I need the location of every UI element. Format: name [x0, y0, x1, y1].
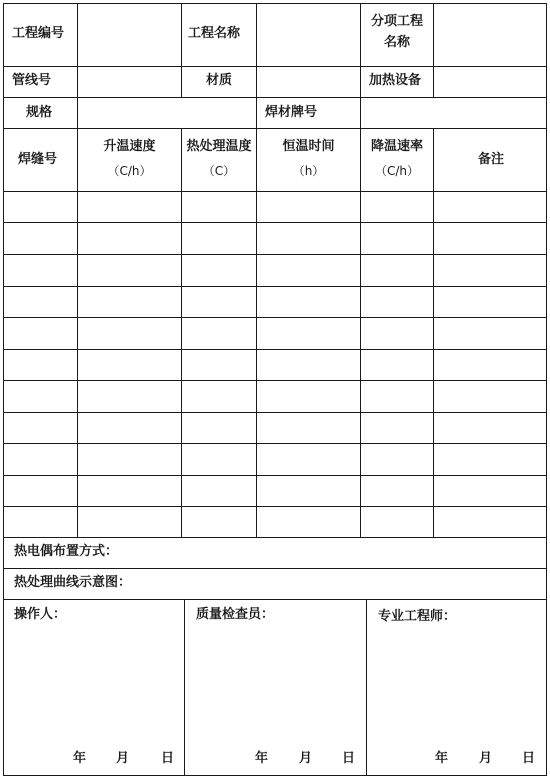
column-divider	[181, 3, 182, 97]
operator-date-day: 日	[161, 751, 175, 766]
column-divider	[256, 128, 257, 537]
column-divider	[77, 3, 78, 97]
column-divider	[181, 128, 182, 537]
row-divider	[3, 286, 547, 287]
project-name-label: 工程名称	[188, 26, 241, 41]
column-header-holding-time: 恒温时间 （h）	[282, 139, 335, 178]
row-divider	[3, 380, 547, 381]
inspector-date-month: 月	[299, 751, 313, 766]
column-divider	[256, 3, 257, 97]
project-no-label: 工程编号	[12, 26, 65, 41]
row-divider	[3, 191, 547, 192]
row-divider	[3, 317, 547, 318]
row-divider	[3, 128, 547, 129]
material-label: 材质	[206, 73, 233, 88]
column-divider	[433, 128, 434, 537]
curve-label: 热处理曲线示意图：	[14, 575, 132, 590]
heating-equipment-label: 加热设备	[369, 73, 422, 88]
column-header-weld-no: 焊缝号	[18, 152, 58, 167]
column-divider	[433, 3, 434, 97]
row-divider	[3, 97, 547, 98]
engineer-date-day: 日	[522, 751, 536, 766]
row-divider	[3, 66, 547, 67]
row-divider	[3, 506, 547, 507]
inspector-label: 质量检查员：	[196, 607, 275, 622]
inspector-date-day: 日	[342, 751, 356, 766]
row-divider	[3, 443, 547, 444]
pipeline-no-label: 管线号	[12, 73, 52, 88]
column-divider	[256, 97, 257, 128]
row-divider	[3, 537, 547, 538]
row-divider	[3, 599, 547, 600]
engineer-label: 专业工程师：	[378, 609, 457, 624]
row-divider	[3, 349, 547, 350]
column-divider	[366, 599, 367, 776]
column-divider	[360, 128, 361, 537]
operator-date-year: 年	[73, 751, 87, 766]
column-divider	[184, 599, 185, 776]
engineer-date-month: 月	[479, 751, 493, 766]
thermocouple-label: 热电偶布置方式：	[14, 544, 119, 559]
column-header-remarks: 备注	[478, 152, 505, 167]
row-divider	[3, 475, 547, 476]
operator-date-month: 月	[116, 751, 130, 766]
column-header-treatment-temp: 热处理温度 （C）	[186, 139, 252, 178]
operator-label: 操作人：	[14, 607, 67, 622]
weld-material-label: 焊材牌号	[265, 105, 318, 120]
sub-project-label: 分项工程 名称	[370, 14, 423, 50]
column-divider	[77, 128, 78, 537]
column-header-heating-rate: 升温速度 （C/h）	[103, 139, 156, 178]
spec-label: 规格	[26, 105, 53, 120]
row-divider	[3, 254, 547, 255]
column-divider	[77, 97, 78, 128]
engineer-date-year: 年	[435, 751, 449, 766]
column-divider	[360, 3, 361, 128]
inspector-date-year: 年	[255, 751, 269, 766]
row-divider	[3, 412, 547, 413]
row-divider	[3, 222, 547, 223]
row-divider	[3, 568, 547, 569]
column-header-cooling-rate: 降温速率 （C/h）	[370, 139, 423, 178]
